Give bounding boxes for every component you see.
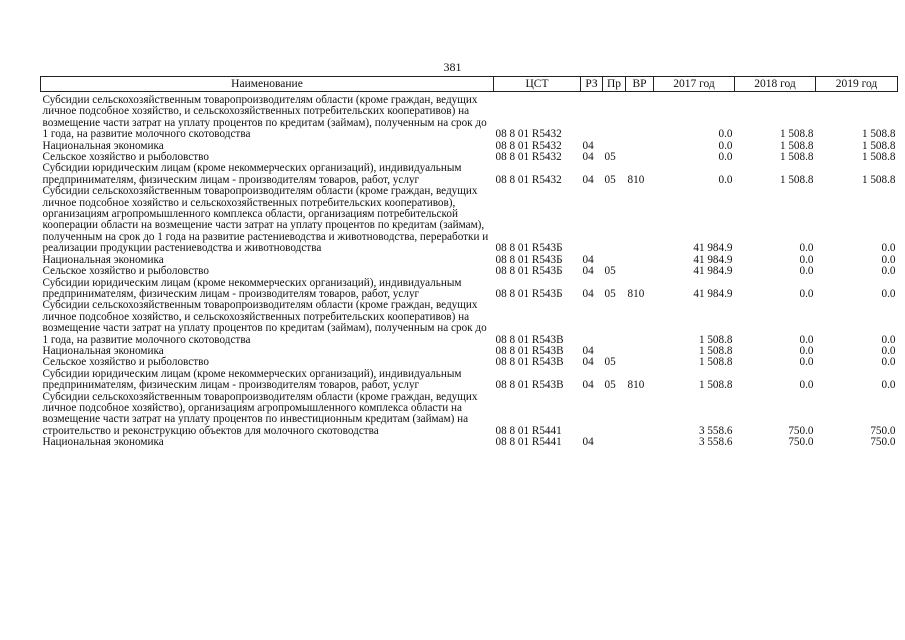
table-row <box>41 163 898 186</box>
row-vr <box>626 255 654 266</box>
row-rz: 04 <box>582 265 594 278</box>
row-2017: 1 508.8 <box>698 333 733 346</box>
row-name: Национальная экономика <box>42 436 164 449</box>
row-name: Субсидии сельскохозяйственным товаропроизводителям области (кроме граждан, ведущих личное подсобное хозяйство, и сельскохозяйственных потребительских кооперативов) на возмещение части затрат на уплату процентов по кредитам (займам), полученным на срок до 1 года, на развитие молочного скотоводства <box>42 94 487 141</box>
page-number: 381 <box>443 60 462 74</box>
row-2019: 1 508.8 <box>861 151 896 164</box>
row-2018: 0.0 <box>799 356 814 369</box>
row-pr <box>603 186 626 254</box>
row-pr: 05 <box>604 287 616 300</box>
row-rz: 04 <box>582 356 594 369</box>
row-2019: 750.0 <box>870 436 896 449</box>
row-rz: 04 <box>582 139 594 152</box>
row-vr <box>626 437 654 448</box>
row-2017: 41 984.9 <box>693 253 733 266</box>
row-rz: 04 <box>582 344 594 357</box>
row-name: Субсидии сельскохозяйственным товаропроизводителям области (кроме граждан, ведущих личное подсобное хозяйство), организациям агропромышленного комплекса области на возмещение части затрат на уплату процентов по инвестиционным кредитам (займам) на строительство и реконструкцию объектов для молочного скотоводства <box>42 390 478 437</box>
row-vr <box>626 357 654 368</box>
table-row <box>41 278 898 301</box>
row-2019: 0.0 <box>881 356 896 369</box>
row-2018: 1 508.8 <box>779 128 814 141</box>
table-header-row <box>41 77 898 92</box>
row-2017: 1 508.8 <box>698 344 733 357</box>
row-2018: 0.0 <box>799 242 814 255</box>
header-cst: ЦСТ <box>494 77 581 92</box>
row-pr: 05 <box>604 356 616 369</box>
row-vr <box>626 141 654 152</box>
row-name: Субсидии сельскохозяйственным товаропроизводителям области (кроме граждан, ведущих личное подсобное хозяйство и сельскохозяйственных потребительских кооперативов), организациям агропромышленного комплекса области, организациям потребительской кооперации области на возмещение части затрат на уплату процентов по кредитам (займам), полученным на срок до 1 года на развитие растениеводства и животноводства, переработки и реализации продукции растениеводства и животноводства <box>42 185 489 255</box>
row-vr <box>626 346 654 357</box>
row-vr <box>626 186 654 254</box>
row-rz <box>581 92 603 141</box>
row-pr <box>603 92 626 141</box>
row-rz: 04 <box>582 436 594 449</box>
row-2017: 41 984.9 <box>693 242 733 255</box>
row-2018: 750.0 <box>788 424 814 437</box>
row-cst: 08 8 01 R543Б <box>495 242 563 255</box>
row-cst: 08 8 01 R543В <box>495 344 564 357</box>
table-body <box>41 92 898 449</box>
row-vr <box>626 92 654 141</box>
row-cst: 08 8 01 R543В <box>495 356 564 369</box>
row-2019: 750.0 <box>870 424 896 437</box>
row-name: Национальная экономика <box>42 139 164 152</box>
row-2017: 1 508.8 <box>698 379 733 392</box>
row-2019: 1 508.8 <box>861 173 896 186</box>
row-2019: 0.0 <box>881 242 896 255</box>
row-cst: 08 8 01 R543В <box>495 333 564 346</box>
table-row <box>41 186 898 254</box>
row-cst: 08 8 01 R5432 <box>495 139 562 152</box>
row-name: Субсидии юридическим лицам (кроме некоммерческих организаций), индивидуальным предпринимателям, физическим лицам - производителям товаров, работ, услуг <box>42 276 462 300</box>
table-row <box>41 392 898 438</box>
row-pr <box>603 300 626 346</box>
header-name: Наименование <box>41 77 494 92</box>
row-name: Субсидии юридическим лицам (кроме некоммерческих организаций), индивидуальным предпринимателям, физическим лицам - производителям товаров, работ, услуг <box>42 367 462 392</box>
row-rz: 04 <box>582 379 594 392</box>
row-2017: 1 508.8 <box>698 356 733 369</box>
row-2018: 1 508.8 <box>779 173 814 186</box>
row-2017: 3 558.6 <box>698 436 733 449</box>
header-2018: 2018 год <box>735 77 816 92</box>
row-pr: 05 <box>604 379 616 392</box>
row-rz <box>581 300 603 346</box>
header-pr: Пр <box>603 77 626 92</box>
header-vr: ВР <box>626 77 654 92</box>
row-2019: 0.0 <box>881 287 896 300</box>
row-cst: 08 8 01 R543В <box>495 379 564 392</box>
row-2018: 1 508.8 <box>779 139 814 152</box>
row-2018: 0.0 <box>799 333 814 346</box>
row-vr: 810 <box>627 173 645 186</box>
row-cst: 08 8 01 R5441 <box>495 424 562 437</box>
row-rz <box>581 392 603 438</box>
row-vr: 810 <box>627 379 645 392</box>
row-cst: 08 8 01 R543Б <box>495 265 563 278</box>
row-2018: 0.0 <box>799 253 814 266</box>
row-2017: 0.0 <box>718 151 733 164</box>
table-row <box>41 437 898 448</box>
row-rz: 04 <box>582 253 594 266</box>
row-2018: 1 508.8 <box>779 151 814 164</box>
row-cst: 08 8 01 R5441 <box>495 436 562 449</box>
row-vr <box>626 266 654 277</box>
row-rz: 04 <box>582 173 594 186</box>
row-2018: 750.0 <box>788 436 814 449</box>
row-rz: 04 <box>582 151 594 164</box>
table-row <box>41 266 898 277</box>
row-2019: 0.0 <box>881 333 896 346</box>
row-name: Субсидии сельскохозяйственным товаропроизводителям области (кроме граждан, ведущих личное подсобное хозяйство, и сельскохозяйственных потребительских кооперативов) на возмещение части затрат на уплату процентов по кредитам (займам), полученным на срок до 1 года, на развитие молочного скотоводства <box>42 299 487 346</box>
header-2017: 2017 год <box>654 77 735 92</box>
row-pr <box>603 392 626 438</box>
row-2017: 0.0 <box>718 139 733 152</box>
row-cst: 08 8 01 R5432 <box>495 128 562 141</box>
row-2019: 0.0 <box>881 265 896 278</box>
row-2019: 0.0 <box>881 379 896 392</box>
budget-table <box>40 76 898 449</box>
row-pr: 05 <box>604 173 616 186</box>
row-vr <box>626 392 654 438</box>
row-2018: 0.0 <box>799 265 814 278</box>
row-2017: 41 984.9 <box>693 287 733 300</box>
row-rz <box>581 186 603 254</box>
row-2017: 0.0 <box>718 173 733 186</box>
table-row <box>41 369 898 392</box>
row-2017: 41 984.9 <box>693 265 733 278</box>
row-cst: 08 8 01 R543Б <box>495 253 563 266</box>
row-vr <box>626 300 654 346</box>
row-2018: 0.0 <box>799 379 814 392</box>
row-2019: 0.0 <box>881 253 896 266</box>
row-rz: 04 <box>582 287 594 300</box>
row-2018: 0.0 <box>799 287 814 300</box>
row-pr: 05 <box>604 265 616 278</box>
row-name: Сельское хозяйство и рыболовство <box>42 356 209 369</box>
row-vr: 810 <box>627 287 645 300</box>
row-2017: 3 558.6 <box>698 424 733 437</box>
table-row <box>41 300 898 346</box>
row-cst: 08 8 01 R5432 <box>495 151 562 164</box>
row-name: Национальная экономика <box>42 253 164 266</box>
row-name: Субсидии юридическим лицам (кроме некоммерческих организаций), индивидуальным предпринимателям, физическим лицам - производителям товаров, работ, услуг <box>42 162 462 186</box>
row-name: Сельское хозяйство и рыболовство <box>42 265 209 278</box>
row-2018: 0.0 <box>799 344 814 357</box>
row-pr: 05 <box>604 151 616 164</box>
row-2019: 1 508.8 <box>861 139 896 152</box>
row-cst: 08 8 01 R543Б <box>495 287 563 300</box>
row-pr <box>603 437 626 448</box>
row-cst: 08 8 01 R5432 <box>495 173 562 186</box>
header-2019: 2019 год <box>816 77 898 92</box>
header-rz: РЗ <box>581 77 603 92</box>
row-2017: 0.0 <box>718 128 733 141</box>
row-vr <box>626 152 654 163</box>
row-2019: 1 508.8 <box>861 128 896 141</box>
table-row <box>41 92 898 141</box>
row-name: Сельское хозяйство и рыболовство <box>42 151 209 164</box>
row-name: Национальная экономика <box>42 344 164 357</box>
row-2019: 0.0 <box>881 344 896 357</box>
